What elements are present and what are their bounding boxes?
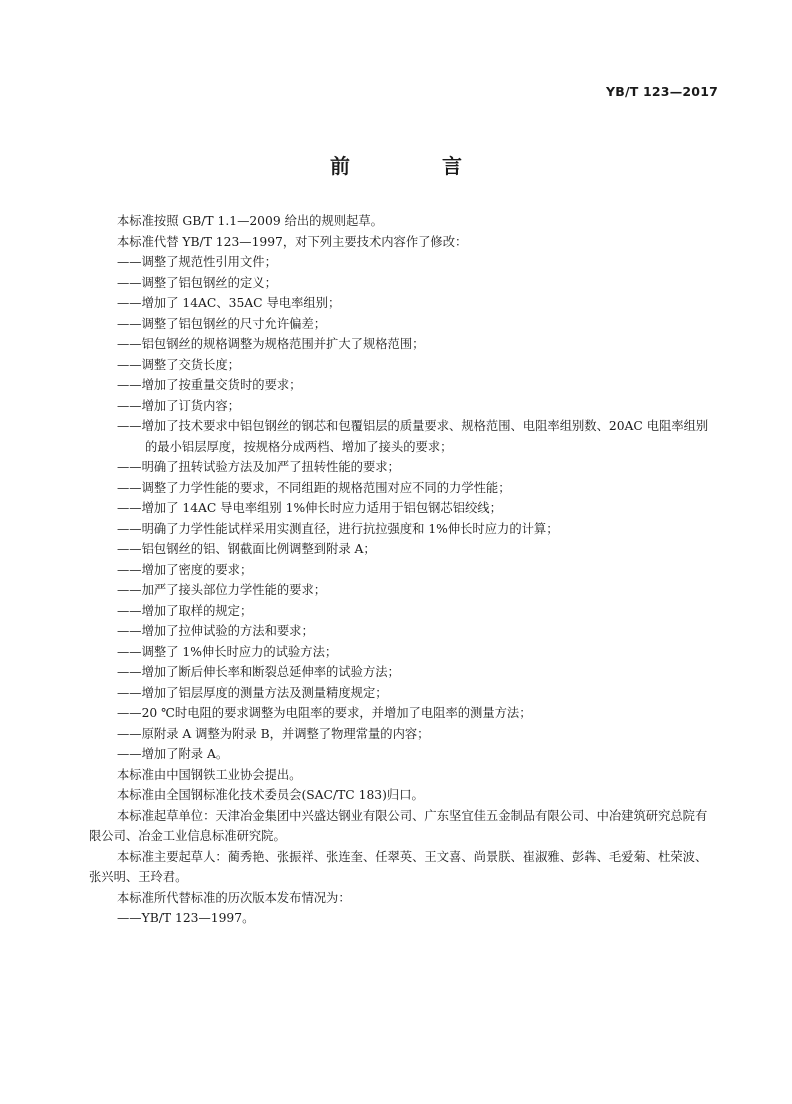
list-item: ——增加了技术要求中铝包钢丝的钢芯和包覆铝层的质量要求、规格范围、电阻率组别数、20AC 电阻率组别的最小铝层厚度，按规格分成两档、增加了接头的要求； [117,419,709,454]
list-item: ——增加了断后伸长率和断裂总延伸率的试验方法； [117,665,400,679]
list-item: ——增加了附录 A。 [117,747,229,761]
paragraph-drafters: 本标准主要起草人：蔺秀艳、张振祥、张连奎、任翠英、王文喜、尚景朕、崔淑雅、彭犇、毛爱菊、杜荣波、张兴明、王玲君。 [89,849,708,884]
list-item: ——增加了按重量交货时的要求； [117,378,302,392]
list-item: ——增加了铝层厚度的测量方法及测量精度规定； [117,685,388,700]
standard-code: YB/T 123—2017 [605,84,718,99]
list-item: ——铝包钢丝的规格调整为规格范围并扩大了规格范围； [117,337,425,351]
list-item: ——20 ℃时电阻的要求调整为电阻率的要求，并增加了电阻率的测量方法； [117,706,532,720]
list-item: ——调整了规范性引用文件； [117,255,277,269]
list-item: ——调整了力学性能的要求，不同组距的规格范围对应不同的力学性能； [117,480,511,495]
list-item: ——增加了 14AC、35AC 导电率组别； [117,296,341,310]
paragraph-centralized-by: 本标准由全国钢标准化技术委员会(SAC/TC 183)归口。 [117,788,424,802]
list-item: ——明确了力学性能试样采用实测直径，进行抗拉强度和 1%伸长时应力的计算； [117,521,559,536]
list-item: ——增加了 14AC 导电率组别 1%伸长时应力适用于铝包钢芯铝绞线； [117,501,502,515]
list-item: ——加严了接头部位力学性能的要求； [117,583,327,597]
list-item: ——明确了扭转试验方法及加严了扭转性能的要求； [117,460,400,474]
list-item: ——调整了铝包钢丝的尺寸允许偏差； [117,316,327,331]
list-item: ——增加了订货内容； [117,398,240,413]
document-body [89,211,719,929]
changes-list [89,252,719,765]
list-item: ——增加了取样的规定； [117,603,253,618]
list-item: ——调整了交货长度； [117,357,240,372]
list-item: ——增加了拉伸试验的方法和要求； [117,624,314,638]
list-item: ——调整了 1%伸长时应力的试验方法； [117,644,338,659]
list-item: ——调整了铝包钢丝的定义； [117,275,277,290]
paragraph-replacement: 本标准代替 YB/T 123—1997，对下列主要技术内容作了修改： [117,234,468,249]
list-item: ——原附录 A 调整为附录 B，并调整了物理常量的内容； [117,726,430,741]
paragraph-proposed-by: 本标准由中国钢铁工业协会提出。 [117,767,302,782]
paragraph-drafting-units: 本标准起草单位：天津冶金集团中兴盛达钢业有限公司、广东坚宜佳五金制品有限公司、中冶建筑研究总院有限公司、冶金工业信息标准研究院。 [89,808,708,843]
page-title: 前 言 [330,154,498,178]
paragraph-drafting-rules: 本标准按照 GB/T 1.1—2009 给出的规则起草。 [117,214,383,228]
list-item: ——铝包钢丝的铝、钢截面比例调整到附录 A； [117,542,376,556]
list-item: ——增加了密度的要求； [117,562,253,577]
history-item: ——YB/T 123—1997。 [117,911,255,925]
paragraph-history-intro: 本标准所代替标准的历次版本发布情况为： [117,890,351,905]
